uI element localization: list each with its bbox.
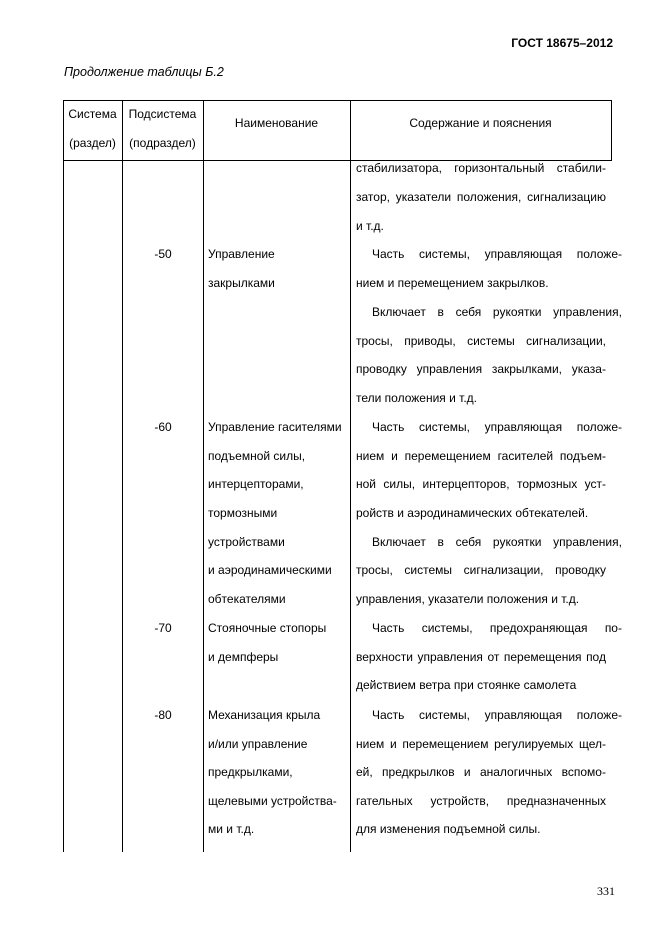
item-name-line: интерцепторами, xyxy=(208,477,304,491)
word: аналогичных xyxy=(479,765,553,779)
item-name-line: и демпферы xyxy=(208,650,279,664)
word: управляющая xyxy=(484,708,563,722)
word: и xyxy=(391,449,398,463)
word: интерцепторов, xyxy=(422,477,510,491)
content-line: тели положения и т.д. xyxy=(356,391,477,405)
header-content: Содержание и пояснения xyxy=(409,116,552,130)
word: положе- xyxy=(576,708,622,722)
word: себя xyxy=(455,305,482,319)
word: системы xyxy=(467,334,515,348)
word: по- xyxy=(604,621,622,635)
content-line xyxy=(356,355,606,384)
word: управляющая xyxy=(484,247,563,261)
subsystem-code: -70 xyxy=(154,621,172,635)
word: рукоятки xyxy=(492,305,542,319)
word: устройств, xyxy=(430,794,490,808)
word: рукоятки xyxy=(492,535,542,549)
item-name-line: устройствами xyxy=(208,535,285,549)
content-line xyxy=(356,154,606,183)
item-name-line: предкрылками, xyxy=(208,765,293,779)
word: закрылками, xyxy=(491,362,563,376)
word: системы, xyxy=(419,420,470,434)
subsystem-code: -60 xyxy=(154,420,172,434)
content-line: действием ветра при стоянке самолета xyxy=(356,678,577,692)
item-name-line: Стояночные стопоры xyxy=(208,621,327,635)
column-divider-2 xyxy=(203,100,204,852)
content-line xyxy=(356,240,622,269)
word: системы xyxy=(404,563,453,577)
word: указатели xyxy=(395,190,452,204)
content-line xyxy=(356,701,622,730)
word: управления, xyxy=(553,535,622,549)
content-line: управления, указатели положения и т.д. xyxy=(356,592,580,606)
table-caption: Продолжение таблицы Б.2 xyxy=(64,65,224,79)
word: системы, xyxy=(419,708,470,722)
item-name-line: подъемной силы, xyxy=(208,449,306,463)
word: подъем- xyxy=(559,449,606,463)
word: Часть xyxy=(372,708,405,722)
item-name-line: тормозными xyxy=(208,506,278,520)
word: перемещением xyxy=(402,737,489,751)
word: щел- xyxy=(578,737,606,751)
content-line: ройств и аэродинамических обтекателей. xyxy=(356,506,589,520)
content-line xyxy=(356,413,622,442)
word: Часть xyxy=(372,420,405,434)
page-number: 331 xyxy=(597,884,615,898)
column-divider-1 xyxy=(122,100,123,852)
content-line xyxy=(356,327,606,356)
content-line xyxy=(356,556,606,585)
item-name-line: ми и т.д. xyxy=(208,822,255,836)
word: Включает xyxy=(372,305,426,319)
content-line xyxy=(356,614,622,643)
word: себя xyxy=(455,535,482,549)
word: в xyxy=(437,305,444,319)
word: и xyxy=(389,737,397,751)
word: ей, xyxy=(356,765,373,779)
word: сигнализацию xyxy=(527,190,606,204)
content-line xyxy=(356,758,606,787)
content-line: нием и перемещением закрылков. xyxy=(356,276,549,290)
word: стабили- xyxy=(556,161,606,175)
word: предохраняющая xyxy=(489,621,588,635)
word: стабилизатора, xyxy=(356,161,442,175)
table-left-border xyxy=(63,100,64,852)
document-code: ГОСТ 18675–2012 xyxy=(511,36,613,50)
word: указа- xyxy=(571,362,606,376)
table-right-border xyxy=(611,100,612,161)
word: затор, xyxy=(356,190,390,204)
word: системы, xyxy=(421,621,473,635)
word: управления xyxy=(417,650,483,664)
item-name-line: обтекателями xyxy=(208,592,286,606)
word: управления xyxy=(416,362,483,376)
item-name-line: щелевыми устройства- xyxy=(208,794,337,808)
subsystem-code: -50 xyxy=(154,247,172,261)
item-name-line: и аэродинамическими xyxy=(208,563,332,577)
content-line: для изменения подъемной силы. xyxy=(356,822,541,836)
word: перемещения xyxy=(503,650,582,664)
word: предкрылков xyxy=(382,765,455,779)
word: тросы, xyxy=(356,334,393,348)
word: под xyxy=(586,650,606,664)
word: приводы, xyxy=(404,334,456,348)
header-name: Наименование xyxy=(234,116,319,130)
subsystem-code: -80 xyxy=(154,708,172,722)
content-line xyxy=(356,298,622,327)
word: предназначенных xyxy=(506,794,606,808)
word: силы, xyxy=(383,477,416,491)
word: Часть xyxy=(372,621,405,635)
item-name-line: закрылками xyxy=(208,276,275,290)
word: нием xyxy=(356,737,385,751)
word: проводку xyxy=(555,563,606,577)
word: положе- xyxy=(576,420,622,434)
word: тросы, xyxy=(356,563,393,577)
word: гасителей xyxy=(497,449,554,463)
word: положения, xyxy=(456,190,522,204)
word: нием xyxy=(356,449,385,463)
word: сигнализации, xyxy=(526,334,606,348)
content-line xyxy=(356,528,622,557)
word: и xyxy=(463,765,471,779)
word: положе- xyxy=(576,247,622,261)
word: перемещением xyxy=(404,449,491,463)
word: сигнализации, xyxy=(463,563,544,577)
word: уст- xyxy=(584,477,606,491)
word: в xyxy=(437,535,444,549)
word: вспомо- xyxy=(561,765,606,779)
word: от xyxy=(487,650,500,664)
content-line xyxy=(356,643,606,672)
word: горизонтальный xyxy=(454,161,545,175)
word: верхности xyxy=(356,650,413,664)
item-name-line: и/или управление xyxy=(208,737,308,751)
column-divider-3 xyxy=(350,100,351,852)
word: Часть xyxy=(372,247,405,261)
item-name-line: Механизация крыла xyxy=(208,708,321,722)
content-line xyxy=(356,442,606,471)
header-subsystem: Подсистема (подраздел) xyxy=(128,107,197,150)
item-name-line: Управление гасителями xyxy=(208,420,342,434)
word: Включает xyxy=(372,535,426,549)
content-line xyxy=(356,730,606,759)
word: тормозных xyxy=(516,477,578,491)
word: управляющая xyxy=(484,420,563,434)
content-line xyxy=(356,183,606,212)
word: управления, xyxy=(553,305,622,319)
word: гательных xyxy=(356,794,413,808)
content-line: и т.д. xyxy=(356,219,384,233)
content-line xyxy=(356,787,606,816)
header-system: Система (раздел) xyxy=(68,107,117,150)
content-line xyxy=(356,470,606,499)
word: ной xyxy=(356,477,377,491)
word: регулируемых xyxy=(494,737,574,751)
item-name-line: Управление xyxy=(208,247,275,261)
word: системы, xyxy=(419,247,470,261)
word: проводку xyxy=(356,362,407,376)
